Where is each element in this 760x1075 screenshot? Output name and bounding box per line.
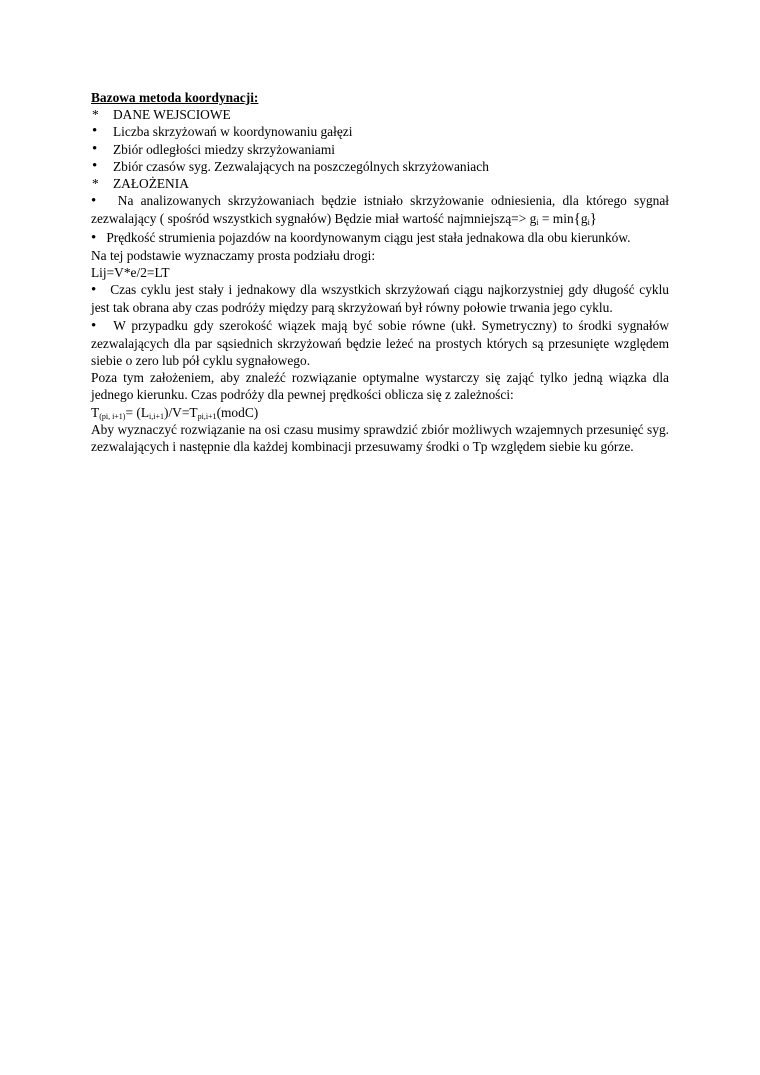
section-input-data — [91, 106, 669, 123]
bullet-icon: • — [92, 140, 98, 157]
list-item — [91, 123, 669, 140]
list-item — [91, 141, 669, 158]
bullet-icon: • — [92, 123, 98, 140]
subscript: i — [536, 218, 539, 228]
assumption-text: Czas cyklu jest stały i jednakowy dla wszystkich skrzyżowań ciągu najkorzystniej gdy długość cyklu jest tak obrana aby czas podróży między parą skrzyżowań był równy połowie trwania jego cyklu. — [91, 282, 670, 316]
formula-part: = (L — [125, 404, 150, 420]
bullet-icon: • — [91, 229, 97, 246]
list-item — [91, 158, 669, 175]
list-item-text: Zbiór czasów syg. Zezwalających na poszczególnych skrzyżowaniach — [113, 158, 489, 174]
subscript: (pi, i+1) — [99, 411, 126, 421]
subscript: pi,i+1 — [197, 411, 217, 421]
paragraph: Na tej podstawie wyznaczamy prosta podziału drogi: — [91, 247, 376, 263]
subscript: i,i+1 — [149, 411, 164, 421]
formula-part: = min — [538, 211, 574, 227]
section-heading: DANE WEJSCIOWE — [113, 107, 231, 123]
formula-line — [91, 404, 669, 421]
bullet-icon: • — [91, 282, 97, 299]
bullet-icon: • — [91, 317, 97, 334]
assumption-text: W przypadku gdy szerokość wiązek mają być sobie równe (ukł. Symetryczny) to środki sygnałów zezwalających dla par sąsiednich skrzyżowań będzie leżeć na prostych których są przesunięte względem siebie o zero lub pół cyklu sygnałowego. — [91, 317, 670, 369]
formula-part: (modC) — [216, 404, 259, 420]
document-page — [91, 89, 669, 455]
assumption-text: Prędkość strumienia pojazdów na koordynowanym ciągu jest stała jednakowa dla obu kierunków. — [106, 229, 631, 245]
assumption-item — [91, 229, 669, 247]
formula-part: T — [91, 404, 100, 420]
formula-part: g — [580, 211, 588, 227]
assumption-item — [91, 192, 669, 228]
asterisk-marker: * — [92, 107, 99, 123]
bullet-icon: • — [91, 193, 97, 210]
bullet-icon: • — [92, 157, 98, 174]
assumption-item — [91, 317, 669, 370]
paragraph: Aby wyznaczyć rozwiązanie na osi czasu musimy sprawdzić zbiór możliwych wzajemnych przesunięć syg. zezwalających i następnie dla każdej kombinacji przesuwamy środki o Tp względem siebie ku górze. — [91, 421, 669, 455]
paragraph: Poza tym założeniem, aby znaleźć rozwiązanie optymalne wystarczy się zająć tylko jedną wiązka dla jednego kierunku. Czas podróży dla pewnej prędkości oblicza się z zależności: — [91, 370, 669, 403]
brace-open: { — [573, 211, 581, 228]
section-heading: ZAŁOŻENIA — [113, 176, 189, 192]
asterisk-marker: * — [92, 176, 99, 192]
assumption-item — [91, 281, 669, 316]
document-title: Bazowa metoda koordynacji: — [91, 90, 259, 105]
list-item-text: Zbiór odległości miedzy skrzyżowaniami — [113, 141, 335, 157]
formula-line: Lij=V*e/2=LT — [91, 265, 170, 281]
formula-part: )/V=T — [164, 404, 198, 420]
list-item-text: Liczba skrzyżowań w koordynowaniu gałęzi — [113, 124, 353, 140]
section-assumptions — [91, 175, 669, 192]
brace-close: } — [589, 211, 597, 228]
subscript: i — [587, 218, 590, 228]
assumption-text: Na analizowanych skrzyżowaniach będzie istniało skrzyżowanie odniesienia, dla którego sygnał zezwalający ( spośród wszystkich sygnałów) Będzie miał wartość najmniejszą=> g — [91, 193, 670, 227]
